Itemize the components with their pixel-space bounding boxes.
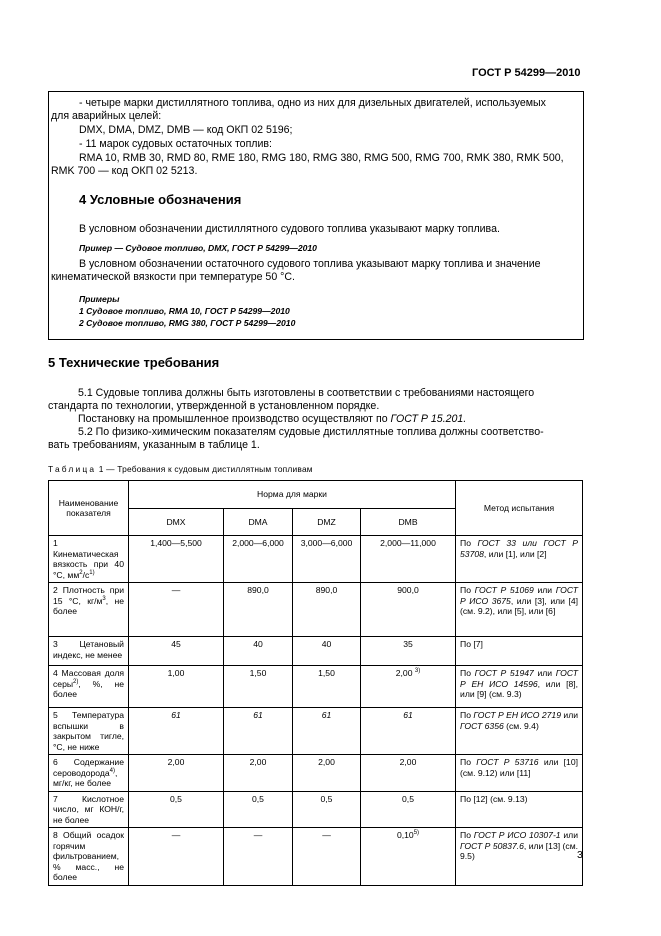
row-2-dmb: 900,0 (361, 583, 456, 637)
row-8-method: По ГОСТ Р ИСО 10307-1 или ГОСТ Р 50837.6, или [13] (см. 9.5) (456, 828, 583, 886)
row-6-name: 6 Содержание сероводорода$^{4)}$, мг/кг, не более (49, 755, 129, 792)
header-parameter: Наименование показателя (49, 481, 129, 536)
row-7-dmx: 0,5 (129, 791, 224, 828)
requirements-table (48, 480, 583, 886)
example-3: 2 Судовое топливо, RMG 380, ГОСТ Р 54299—2010 (79, 318, 296, 328)
header-grade-dmz: DMZ (293, 508, 361, 536)
row-1-method: По ГОСТ 33 или ГОСТ Р 53708, или [1], или [2] (456, 536, 583, 583)
row-3-dmb: 35 (361, 637, 456, 666)
row-8-name: 8 Общий осадок горячим фильтрованием, % масс., не более (49, 828, 129, 886)
header-grade-dmx: DMX (129, 508, 224, 536)
row-3-dmx: 45 (129, 637, 224, 666)
row-4-dmx: 1,00 (129, 666, 224, 708)
frame-line-1: - четыре марки дистиллятного топлива, одно из них для дизельных двигателей, используемых (79, 97, 546, 109)
row-4-method: По ГОСТ Р 51947 или ГОСТ Р ЕН ИСО 14596, или [8], или [9] (см. 9.3) (456, 666, 583, 708)
row-8-dma: — (224, 828, 293, 886)
table-header-row (49, 481, 583, 509)
row-3-dma: 40 (224, 637, 293, 666)
header-grade-dma: DMA (224, 508, 293, 536)
row-7-dmb: 0,5 (361, 791, 456, 828)
row-1-dmx: 1,400—5,500 (129, 536, 224, 583)
row-4-name: 4 Массовая доля серы$^{2)}$, %, не более (49, 666, 129, 708)
row-8-dmb: 0,10$^{5)}$ (361, 828, 456, 886)
examples-heading: Примеры (79, 294, 120, 304)
row-2-name: 2 Плотность при 15 °С, $кг/м^3$, не более (49, 583, 129, 637)
row-5-dma: 61 (224, 708, 293, 755)
table-row (49, 755, 583, 792)
row-1-dmb: 2,000—11,000 (361, 536, 456, 583)
row-2-dma: 890,0 (224, 583, 293, 637)
table-caption: Таблица 1 — Требования к судовым дистиллятным топливам (48, 464, 313, 474)
section-4-paragraph-1: В условном обозначении дистиллятного судового топлива указывают марку топлива. (79, 223, 500, 235)
row-6-dmx: 2,00 (129, 755, 224, 792)
row-1-dmz: 3,000—6,000 (293, 536, 361, 583)
row-7-dma: 0,5 (224, 791, 293, 828)
row-8-dmx: — (129, 828, 224, 886)
row-8-dmz: — (293, 828, 361, 886)
row-6-method: По ГОСТ Р 53716 или [10] (см. 9.12) или [11] (456, 755, 583, 792)
header-method: Метод испытания (456, 481, 583, 536)
section-5-1-line-b: стандарта по технологии, утвержденной в установленном порядке. (48, 400, 380, 412)
row-2-dmx: — (129, 583, 224, 637)
row-3-name: 3 Цетановый индекс, не менее (49, 637, 129, 666)
section-5-1-production-note: Постановку на промышленное производство осуществляют по ГОСТ Р 15.201. (78, 413, 467, 425)
row-1-dma: 2,000—6,000 (224, 536, 293, 583)
header-grade-dmb: DMB (361, 508, 456, 536)
table-row (49, 828, 583, 886)
row-5-method: По ГОСТ Р ЕН ИСО 2719 или ГОСТ 6356 (см. 9.4) (456, 708, 583, 755)
row-7-name: 7 Кислотное число, мг КОН/г, не более (49, 791, 129, 828)
table-row (49, 666, 583, 708)
header-norm: Норма для марки (129, 481, 456, 509)
table-row (49, 536, 583, 583)
row-4-dma: 1,50 (224, 666, 293, 708)
document-code: ГОСТ Р 54299—2010 (472, 67, 581, 79)
row-7-dmz: 0,5 (293, 791, 361, 828)
row-3-dmz: 40 (293, 637, 361, 666)
example-2: 1 Судовое топливо, RMA 10, ГОСТ Р 54299—2010 (79, 306, 290, 316)
row-2-dmz: 890,0 (293, 583, 361, 637)
row-5-dmx: 61 (129, 708, 224, 755)
section-5-1-line-a: 5.1 Судовые топлива должны быть изготовлены в соответствии с требованиями настоящего (78, 387, 535, 399)
section-5-title: 5 Технические требования (48, 355, 220, 370)
row-4-dmz: 1,50 (293, 666, 361, 708)
section-5-2-line-a: 5.2 По физико-химическим показателям судовые дистиллятные топлива должны соответство- (78, 426, 544, 438)
section-4-paragraph-2b: кинематической вязкости при температуре 50 °С. (51, 271, 295, 283)
section-5-2-line-b: вать требованиям, указанным в таблице 1. (48, 439, 260, 451)
row-5-name: 5 Температура вспышки в закрытом тигле, °С, не ниже (49, 708, 129, 755)
row-5-dmz: 61 (293, 708, 361, 755)
row-4-dmb: 2,00 $^{3)}$ (361, 666, 456, 708)
row-6-dma: 2,00 (224, 755, 293, 792)
row-7-method: По [12] (см. 9.13) (456, 791, 583, 828)
row-6-dmb: 2,00 (361, 755, 456, 792)
frame-line-2: для аварийных целей: (51, 110, 162, 122)
frame-line-3: DMX, DMA, DMZ, DMB — код ОКП 02 5196; (79, 124, 293, 136)
frame-line-5: RMA 10, RMB 30, RMD 80, RME 180, RMG 180, RMG 380, RMG 500, RMG 700, RMK 380, RMK 500, (79, 152, 564, 164)
table-row (49, 583, 583, 637)
table-row (49, 791, 583, 828)
page-number: 3 (577, 849, 583, 861)
row-3-method: По [7] (456, 637, 583, 666)
frame-line-6: RMK 700 — код ОКП 02 5213. (51, 165, 198, 177)
row-1-name: 1 Кинематическая вязкость при 40 °С, $мм^2/с^{1)}$ (49, 536, 129, 583)
table-row (49, 637, 583, 666)
frame-line-4: - 11 марок судовых остаточных топлив: (79, 138, 272, 150)
row-6-dmz: 2,00 (293, 755, 361, 792)
framed-continuation-block (48, 91, 584, 340)
table-row (49, 708, 583, 755)
gost-15-201-reference: ГОСТ Р 15.201. (390, 413, 467, 425)
section-4-paragraph-2a: В условном обозначении остаточного судового топлива указывают марку топлива и значение (79, 258, 541, 270)
row-2-method: По ГОСТ Р 51069 или ГОСТ Р ИСО 3675, или [3], или [4] (см. 9.2), или [5], или [6] (456, 583, 583, 637)
section-4-title: 4 Условные обозначения (79, 192, 242, 207)
example-1: Пример — Судовое топливо, DMX, ГОСТ Р 54299—2010 (79, 243, 317, 253)
row-5-dmb: 61 (361, 708, 456, 755)
